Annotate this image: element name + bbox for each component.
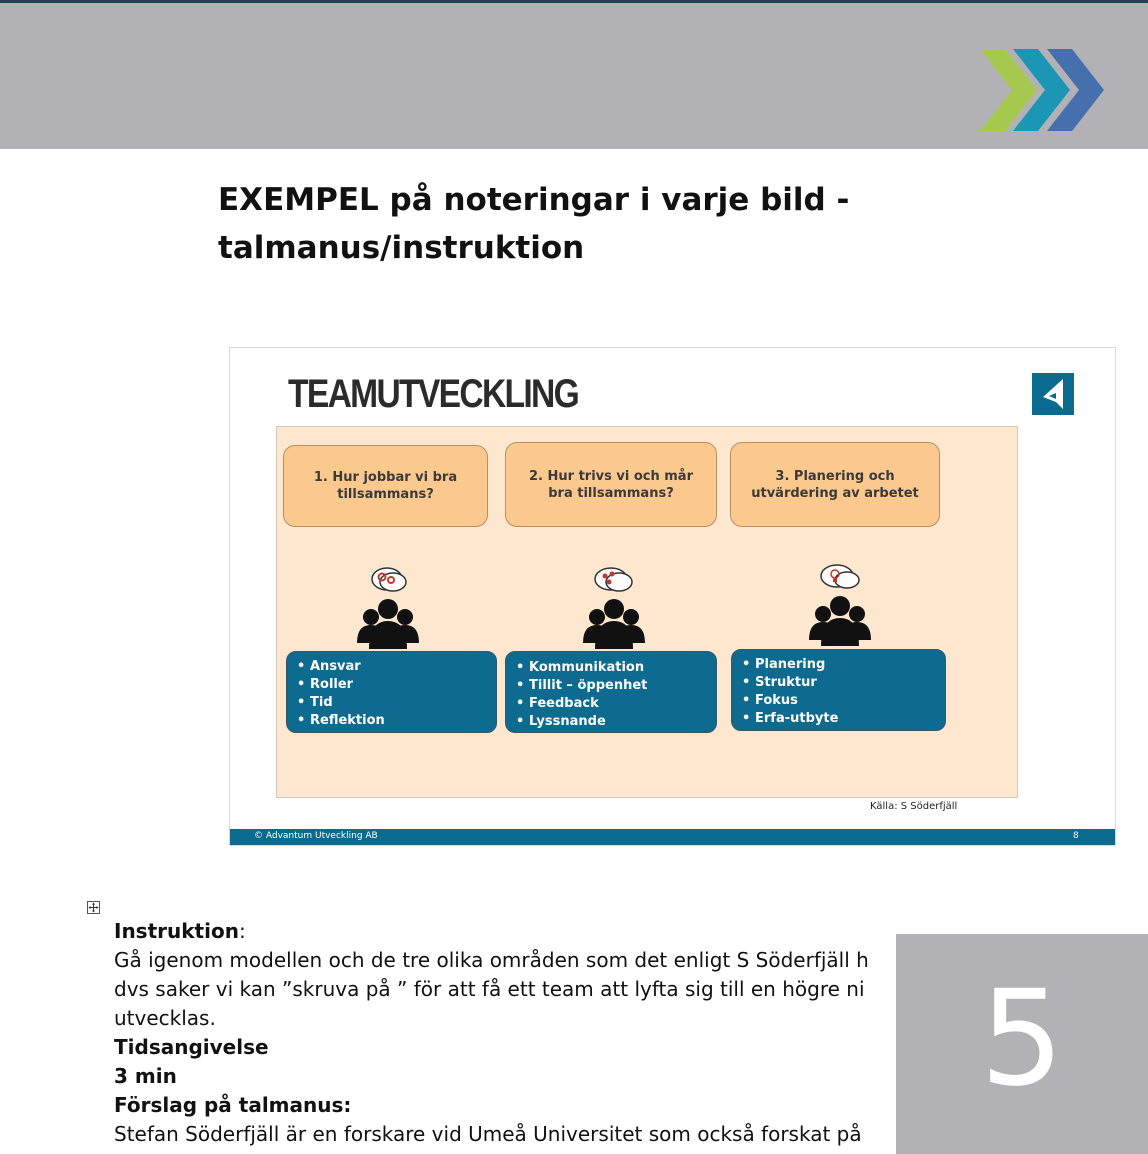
- advantum-logo-icon: [1032, 373, 1074, 415]
- slide-source: Källa: S Söderfjäll: [870, 801, 958, 812]
- list-item: • Roller: [297, 676, 486, 694]
- move-arrows-icon: [88, 902, 99, 913]
- tid-value: 3 min: [114, 1064, 177, 1088]
- team-people-icon: [579, 565, 649, 655]
- slide-copyright: © Advantum Utveckling AB: [254, 831, 378, 841]
- body-line: utvecklas.: [114, 1006, 216, 1030]
- instruktion-label: Instruktion: [114, 919, 239, 943]
- list-item: • Reflektion: [297, 712, 486, 730]
- question-box-3: 3. Planering och utvärdering av arbetet: [730, 442, 940, 527]
- bullet-box-2: [505, 651, 717, 733]
- list-item: • Tid: [297, 694, 486, 712]
- body-line: dvs saker vi kan ”skruva på ” för att få ett team att lyfta sig till en högre ni: [114, 977, 865, 1001]
- list-item: • Lyssnande: [516, 713, 706, 731]
- question-box-2: 2. Hur trivs vi och mår bra tillsammans?: [505, 442, 717, 527]
- list-item: • Fokus: [742, 692, 935, 710]
- chevron-arrows-logo-icon: [975, 41, 1115, 139]
- model-panel: [276, 426, 1018, 798]
- page-number-box: [896, 934, 1148, 1154]
- tid-label: Tidsangivelse: [114, 1035, 269, 1059]
- team-lightbulb-icon: [805, 562, 875, 652]
- page-number: 5: [980, 962, 1064, 1116]
- bullet-box-1: [286, 651, 497, 733]
- talmanus-label: Förslag på talmanus:: [114, 1093, 352, 1117]
- list-item: • Kommunikation: [516, 659, 706, 677]
- question-box-1: 1. Hur jobbar vi bra tillsammans?: [283, 445, 488, 527]
- slide-title: TEAMUTVECKLING: [288, 372, 579, 416]
- slide-page-number: 8: [1073, 831, 1079, 841]
- body-line: Gå igenom modellen och de tre olika områden som det enligt S Söderfjäll h: [114, 948, 869, 972]
- list-item: • Struktur: [742, 674, 935, 692]
- page-header: [0, 0, 1148, 149]
- list-item: • Ansvar: [297, 658, 486, 676]
- list-item: • Feedback: [516, 695, 706, 713]
- list-item: • Planering: [742, 656, 935, 674]
- team-gears-icon: [353, 565, 423, 655]
- body-line: Stefan Söderfjäll är en forskare vid Umeå Universitet som också forskat på: [114, 1122, 862, 1146]
- table-move-handle[interactable]: [87, 901, 100, 914]
- title-line-1: EXEMPEL på noteringar i varje bild -: [218, 182, 850, 218]
- title-line-2: talmanus/instruktion: [218, 230, 585, 266]
- embedded-slide: [229, 347, 1116, 846]
- list-item: • Tillit – öppenhet: [516, 677, 706, 695]
- document-title: [218, 176, 918, 272]
- slide-footer: [230, 829, 1115, 845]
- notes-text: Instruktion: Gå igenom modellen och de tre olika områden som det enligt S Söderfjäll h dvs saker vi kan ”skruva på ” för att få ett team att lyfta sig till en högre ni utvecklas. Tidsangivelse 3 min Förslag på talmanus: Stefan Söderfjäll är en forskare vid Umeå Universitet som också forskat på: [114, 917, 896, 1149]
- bullet-box-3: [731, 649, 946, 731]
- list-item: • Erfa-utbyte: [742, 710, 935, 728]
